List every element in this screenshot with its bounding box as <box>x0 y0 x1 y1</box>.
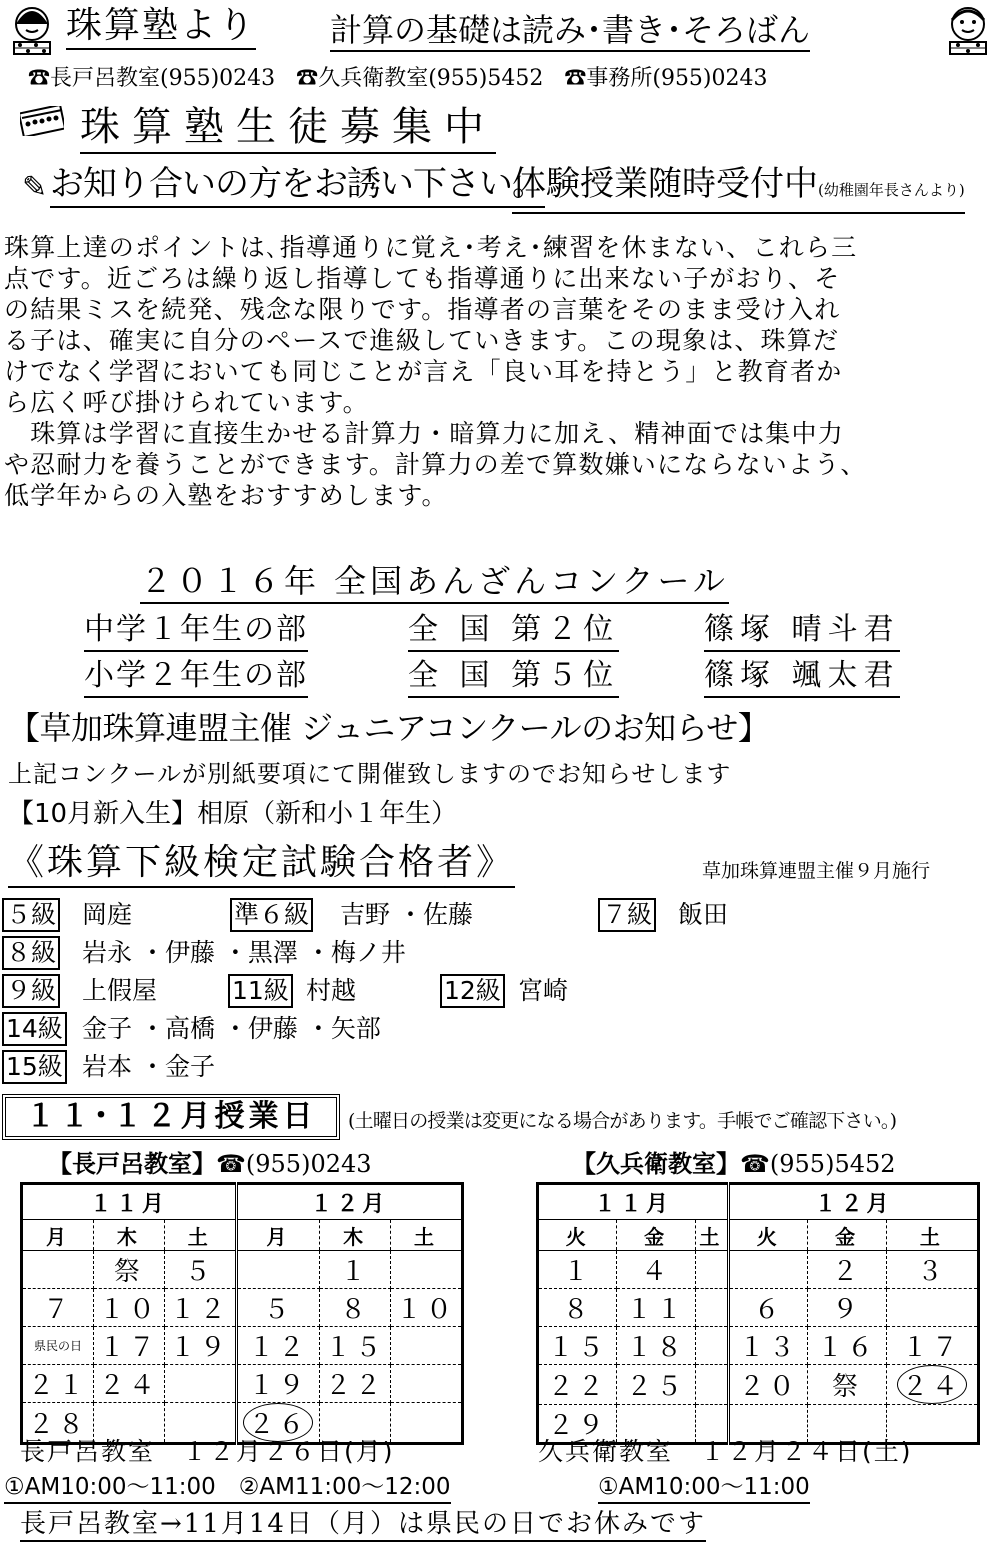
day-cell: ７ <box>22 1289 94 1327</box>
passer-names: 岩本 ・金子 <box>82 1052 215 1081</box>
day-cell: 祭 <box>93 1251 164 1289</box>
weekday: 木 <box>93 1220 164 1251</box>
motto: 計算の基礎は読み･書き･そろばん <box>330 10 810 52</box>
text-line: 点です。近ごろは繰り返し指導しても指導通りに出来ない子がおり、そ <box>4 264 841 293</box>
left-exam-date: 長戸呂教室 １２月２６日(月) <box>20 1437 395 1466</box>
day-cell: ５ <box>164 1251 236 1289</box>
abacus-kid-left-icon <box>4 2 60 58</box>
day-cell: ４ <box>617 1251 695 1289</box>
text-line: や忍耐力を養うことができます。計算力の差で算数嫌いにならないよう、 <box>4 450 867 479</box>
month-header: １２月 <box>236 1184 462 1220</box>
passer-names: 上假屋 <box>82 976 158 1005</box>
day-cell <box>236 1251 320 1289</box>
day-cell: １２ <box>164 1289 236 1327</box>
day-cell: １７ <box>886 1327 978 1365</box>
day-cell <box>390 1365 462 1403</box>
day-cell: １９ <box>236 1365 320 1403</box>
day-cell: １２ <box>236 1327 320 1365</box>
day-cell <box>695 1327 728 1365</box>
passer-names: 吉野 ・佐藤 <box>340 900 473 929</box>
body-paragraph-1 <box>4 232 867 511</box>
day-cell <box>390 1327 462 1365</box>
contest-name: 篠塚 晴斗君 <box>704 610 900 652</box>
grade-badge: 準６級 <box>230 898 313 932</box>
day-cell: ３ <box>886 1251 978 1289</box>
day-cell <box>164 1365 236 1403</box>
month-header: １１月 <box>22 1184 237 1220</box>
day-cell <box>695 1365 728 1405</box>
day-cell: ６ <box>728 1289 807 1327</box>
day-cell: ２４ <box>93 1365 164 1403</box>
abacus-icon <box>20 106 64 140</box>
right-exam-date: 久兵衛教室 １２月２４日(土) <box>538 1437 913 1466</box>
weekday: 火 <box>538 1220 617 1251</box>
schedule-title: １１･１２月授業日 <box>25 1099 317 1134</box>
pencil-icon: ✎ <box>22 170 48 205</box>
phone-icon: ☎ <box>28 66 51 91</box>
trial-note: (幼稚園年長さんより) <box>818 181 965 199</box>
school-name: 珠算塾より <box>66 4 256 50</box>
weekday: 月 <box>22 1220 94 1251</box>
day-cell: １５ <box>320 1327 391 1365</box>
grade-badge: 12級 <box>440 974 505 1008</box>
class-name: 【久兵衛教室】 <box>572 1150 740 1178</box>
class-phone: (955)5452 <box>769 1150 896 1178</box>
weekday: 土 <box>695 1220 728 1251</box>
phone-item: 久兵衛教室(955)5452 <box>318 66 544 91</box>
text-line: の結果ミスを続発、残念な限りです。指導者の言葉をそのまま受け入れ <box>4 295 841 324</box>
day-cell: ２２ <box>320 1365 391 1403</box>
right-exam-times: ①AM10:00～11:00 <box>598 1472 810 1504</box>
day-cell: ８ <box>320 1289 391 1327</box>
trial-text <box>512 162 965 214</box>
exam-note: 草加珠算連盟主催９月施行 <box>702 860 931 882</box>
trial-label: 体験授業随時受付中 <box>512 164 818 204</box>
month-header: １１月 <box>538 1184 729 1220</box>
text-line: 低学年からの入塾をおすすめします。 <box>4 481 448 510</box>
day-cell <box>22 1251 94 1289</box>
day-cell <box>695 1289 728 1327</box>
phone-icon: ☎ <box>296 66 319 91</box>
class-phone: (955)0243 <box>245 1150 372 1178</box>
text-line: ら広く呼び掛けられています。 <box>4 388 369 417</box>
day-cell: １０ <box>93 1289 164 1327</box>
grade-badge: 14級 <box>2 1012 67 1046</box>
day-cell: ５ <box>236 1289 320 1327</box>
day-cell: １６ <box>808 1327 886 1365</box>
text-line: る子は、確実に自分のペースで進級していきます。この現象は、珠算だ <box>4 326 840 355</box>
day-cell <box>886 1289 978 1327</box>
passer-names: 岡庭 <box>82 900 133 929</box>
weekday: 土 <box>886 1220 978 1251</box>
passer-names: 飯田 <box>678 900 729 929</box>
passer-names: 宮崎 <box>518 976 569 1005</box>
schedule-note: (土曜日の授業は変更になる場合があります。手帳でご確認下さい。) <box>348 1110 897 1132</box>
schedule-title-box <box>2 1094 340 1140</box>
day-cell: １ <box>320 1251 391 1289</box>
weekday: 土 <box>390 1220 462 1251</box>
month-header: １２月 <box>728 1184 978 1220</box>
day-cell: ８ <box>538 1289 617 1327</box>
day-cell: １０ <box>390 1289 462 1327</box>
abacus-kid-right-icon <box>940 2 996 58</box>
day-cell <box>695 1251 728 1289</box>
text-line: 珠算は学習に直接生かせる計算力・暗算力に加え、精神面では集中力 <box>4 419 844 448</box>
grade-badge: 11級 <box>228 974 293 1008</box>
day-cell: ９ <box>808 1289 886 1327</box>
left-calendar <box>20 1182 464 1445</box>
day-cell <box>728 1251 807 1289</box>
day-cell: 祭 <box>808 1365 886 1405</box>
new-student: 【10月新入生】相原（新和小１年生） <box>8 799 458 829</box>
contest-title: ２０１６年 全国あんざんコンクール <box>140 560 729 604</box>
junior-title: 【草加珠算連盟主催 ジュニアコンクールのお知らせ】 <box>8 709 770 747</box>
grade-badge: ８級 <box>2 936 60 970</box>
day-cell: ２８ <box>22 1403 94 1444</box>
passer-names: 村越 <box>306 976 357 1005</box>
weekday: 土 <box>164 1220 236 1251</box>
weekday: 金 <box>808 1220 886 1251</box>
class-name: 【長戸呂教室】 <box>48 1150 216 1178</box>
day-cell: ２２ <box>538 1365 617 1405</box>
day-cell: １１ <box>617 1289 695 1327</box>
day-cell: １５ <box>538 1327 617 1365</box>
circled-day: ２４ <box>897 1365 967 1404</box>
right-calendar <box>536 1182 980 1445</box>
left-class-header <box>48 1148 372 1180</box>
day-cell: ２９ <box>538 1405 617 1444</box>
contest-division: 小学２年生の部 <box>84 656 308 698</box>
circled-day: ２６ <box>243 1403 313 1442</box>
day-cell <box>390 1251 462 1289</box>
recruit-title: 珠算塾生徒募集中 <box>80 102 496 154</box>
day-cell <box>886 1365 978 1405</box>
contest-rank: 全 国 第２位 <box>408 610 619 652</box>
day-cell: １ <box>538 1251 617 1289</box>
junior-desc: 上記コンクールが別紙要項にて開催致しますのでお知らせします <box>8 760 732 788</box>
day-cell: ２５ <box>617 1365 695 1405</box>
weekday: 火 <box>728 1220 807 1251</box>
contest-rank: 全 国 第５位 <box>408 656 619 698</box>
exam-title: 《珠算下級検定試験合格者》 <box>8 840 515 888</box>
contest-name: 篠塚 颯太君 <box>704 656 900 698</box>
day-cell: ２ <box>808 1251 886 1289</box>
phone-icon: ☎ <box>740 1150 770 1178</box>
day-cell: １８ <box>617 1327 695 1365</box>
holiday-cell: 県民の日 <box>22 1327 94 1365</box>
day-cell: ２０ <box>728 1365 807 1405</box>
contest-division: 中学１年生の部 <box>84 610 308 652</box>
day-cell: １９ <box>164 1327 236 1365</box>
holiday-notice: 長戸呂教室→11月14日（月）は県民の日でお休みです <box>20 1508 706 1542</box>
grade-badge: ９級 <box>2 974 60 1008</box>
grade-badge: ７級 <box>598 898 656 932</box>
phone-item: 事務所(955)0243 <box>586 66 768 91</box>
exam-row <box>2 936 992 972</box>
grade-badge: ５級 <box>2 898 60 932</box>
phone-list <box>28 64 768 94</box>
phone-item: 長戸呂教室(955)0243 <box>50 66 276 91</box>
phone-icon: ☎ <box>564 66 587 91</box>
right-class-header <box>572 1148 896 1180</box>
day-cell <box>390 1403 462 1444</box>
invite-text: お知り合いの方をお誘い下さい。 <box>50 162 545 208</box>
text-line: 珠算上達のポイントは､指導通りに覚え･考え･練習を休まない、これら三 <box>4 233 858 262</box>
passer-names: 金子 ・高橋 ・伊藤 ・矢部 <box>82 1014 381 1043</box>
day-cell: ２１ <box>22 1365 94 1403</box>
phone-icon: ☎ <box>216 1150 246 1178</box>
exam-row <box>2 898 992 934</box>
day-cell: １３ <box>728 1327 807 1365</box>
day-cell: １７ <box>93 1327 164 1365</box>
weekday: 木 <box>320 1220 391 1251</box>
exam-row <box>2 974 992 1010</box>
weekday: 金 <box>617 1220 695 1251</box>
grade-badge: 15級 <box>2 1050 67 1084</box>
passer-names: 岩永 ・伊藤 ・黒澤 ・梅ノ井 <box>82 938 406 967</box>
exam-row <box>2 1050 992 1086</box>
left-exam-times: ①AM10:00～11:00 ②AM11:00～12:00 <box>4 1472 451 1504</box>
exam-row <box>2 1012 992 1048</box>
text-line: けでなく学習においても同じことが言え「良い耳を持とう」と教育者か <box>4 357 843 386</box>
weekday: 月 <box>236 1220 320 1251</box>
